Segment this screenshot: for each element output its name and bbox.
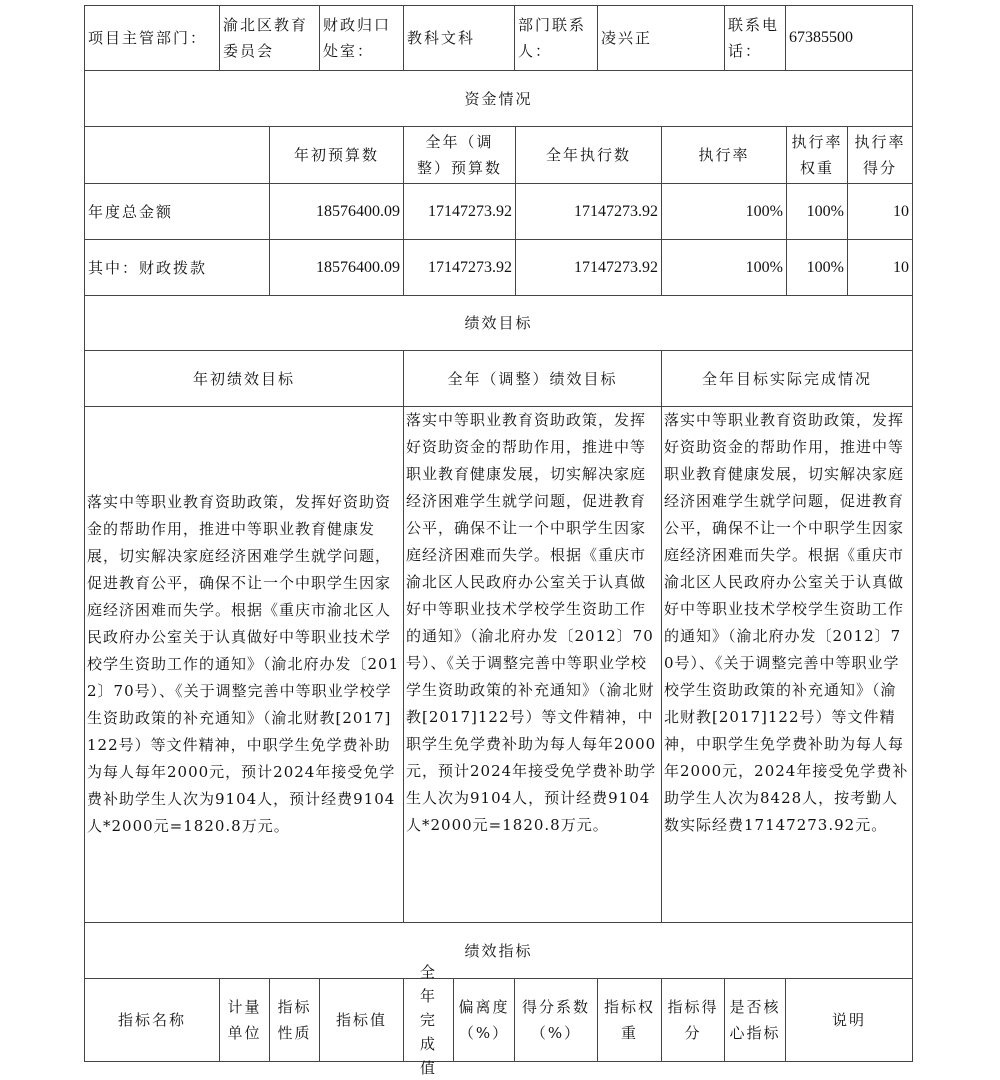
funds-header-4: 执行率 [698,146,750,164]
funds-row-1-initial: 18576400.09 [316,258,400,276]
indicators-header-0: 指标名称 [117,1011,186,1029]
goals-adjusted-paragraph: 落实中等职业教育资助政策，发挥好资助资金的帮助作用，推进中等职业教育健康发展，切实解决家庭经济困难学生就学问题，促进教育公平，确保不让一个中职学生因家庭经济困难而失学。根据《重庆市渝北区人民政府办公室关于认真做好中等职业技术学校学生资助工作的通知》（渝北府办发〔2012〕70号）、《关于调整完善中等职业学校学生资助政策的补充通知》（渝北财教[2017]122号）等文件精神，中职学生免学费补助为每人每年2000元，预计2024年接受免学费补助学生人次为9104人，预计经费9104人*2000元=1820.8万元。 [406,411,657,834]
funds-row-initial-budget [269,239,404,296]
goals-section-title [84,295,913,351]
phone-value-text: 67385500 [789,29,853,46]
funds-row-1-rate: 100% [745,258,783,276]
indicators-header-nature [269,978,320,1062]
indicators-header-weight [597,978,662,1062]
indicators-header-core [724,978,786,1062]
indicators-header-8: 指标得分 [667,998,719,1042]
goals-initial-paragraph: 落实中等职业教育资助政策，发挥好资助资金的帮助作用，推进中等职业教育健康发展，切实解决家庭经济困难学生就学问题，促进教育公平，确保不让一个中职学生因家庭经济困难而失学。根据《重庆市渝北区人民政府办公室关于认真做好中等职业技术学校学生资助工作的通知》（渝北府办发〔2012〕70号）、《关于调整完善中等职业学校学生资助政策的补充通知》（渝北财教[2017]122号）等文件精神，中职学生免学费补助为每人每年2000元，预计2024年接受免学费补助学生人次为9104人，预计经费9104人*2000元=1820.8万元。 [87,493,400,835]
funds-row-0-label: 年度总金额 [88,202,174,221]
phone-value [785,5,913,71]
indicators-header-completed [403,963,454,1077]
dept-label [84,5,220,71]
funds-row-rate [661,183,787,240]
finance-office-value-text: 教科文科 [407,29,476,47]
goals-actual-text [661,406,913,923]
funds-row-0-adjusted: 17147273.92 [428,202,512,220]
indicators-header-1: 计量单位 [227,998,262,1042]
goals-header-initial [84,350,404,407]
funds-header-3: 全年执行数 [545,146,631,164]
dept-label-text: 项目主管部门： [88,29,208,47]
funds-row-0-executed: 17147273.92 [574,202,658,220]
funds-row-initial-budget [269,183,404,240]
funds-header-5: 执行率权重 [791,133,843,177]
goals-initial-text [84,406,404,923]
funds-header-2: 全年（调整）预算数 [416,133,502,177]
funds-row-executed [515,239,662,296]
indicators-header-notes [785,978,913,1062]
indicators-header-unit [219,978,270,1062]
indicators-header-name [84,978,220,1062]
goals-header-1: 全年（调整）绩效目标 [447,369,618,388]
funds-header-score [847,126,913,184]
finance-office-label-text: 财政归口处室： [323,16,392,60]
funds-section-title-text: 资金情况 [464,89,533,108]
funds-header-weight [786,126,848,184]
goals-header-actual [661,350,913,407]
contact-label [514,5,598,71]
funds-header-1: 年初预算数 [293,146,379,164]
funds-row-score [847,183,913,240]
indicators-header-coefficient [514,978,598,1062]
indicators-header-7: 指标权重 [603,998,655,1042]
funds-row-rate [661,239,787,296]
indicators-section-title [84,922,913,979]
indicators-header-5: 偏离度（%） [458,998,510,1042]
funds-row-adjusted-budget [403,183,516,240]
funds-row-adjusted-budget [403,239,516,296]
indicators-header-6: 得分系数（%） [521,998,590,1042]
indicators-header-value [319,978,404,1062]
goals-header-2: 全年目标实际完成情况 [701,369,872,388]
goals-header-0: 年初绩效目标 [192,369,295,388]
phone-label-text: 联系电话： [728,16,780,60]
indicators-header-deviation [453,978,515,1062]
contact-value [597,5,725,71]
funds-row-0-initial: 18576400.09 [316,202,400,220]
funds-row-label [84,239,270,296]
goals-section-title-text: 绩效目标 [464,314,533,332]
contact-value-text: 凌兴正 [601,29,653,47]
funds-section-title [84,70,913,127]
funds-row-score [847,239,913,296]
goals-header-adjusted [403,350,662,407]
funds-row-weight [786,239,848,296]
funds-header-initial-budget [269,126,404,184]
funds-row-1-adjusted: 17147273.92 [428,258,512,276]
funds-row-1-label: 其中：财政拨款 [88,258,208,277]
indicators-header-3: 指标值 [335,1011,387,1029]
funds-header-6: 执行率得分 [854,133,906,177]
funds-row-0-score: 10 [893,202,909,220]
funds-row-weight [786,183,848,240]
funds-row-0-rate: 100% [745,202,783,220]
funds-row-label [84,183,270,240]
funds-header-rate [661,126,787,184]
finance-office-value [403,5,515,71]
phone-label [724,5,786,71]
funds-header-adjusted-budget [403,126,516,184]
contact-label-text: 部门联系人： [518,16,587,60]
indicators-header-10: 说明 [831,1011,866,1029]
dept-value [219,5,320,71]
dept-value-text: 渝北区教育委员会 [223,16,309,60]
funds-row-0-weight: 100% [806,202,844,220]
funds-row-1-score: 10 [893,258,909,276]
funds-header-blank [84,126,270,184]
funds-row-1-executed: 17147273.92 [574,258,658,276]
funds-row-executed [515,183,662,240]
indicators-header-4: 全年完成值 [419,963,437,1077]
indicators-header-2: 指标性质 [277,998,312,1042]
goals-actual-paragraph: 落实中等职业教育资助政策，发挥好资助资金的帮助作用，推进中等职业教育健康发展，切实解决家庭经济困难学生就学问题，促进教育公平，确保不让一个中职学生因家庭经济困难而失学。根据《重庆市渝北区人民政府办公室关于认真做好中等职业技术学校学生资助工作的通知》（渝北府办发〔2012〕70号）、《关于调整完善中等职业学校学生资助政策的补充通知》（渝北财教[2017]122号）等文件精神，中职学生免学费补助为每人每年2000元，2024年接受免学费补助学生人次为8428人，按考勤人数实际经费17147273.92元。 [664,411,909,834]
funds-row-1-weight: 100% [806,258,844,276]
funds-header-executed [515,126,662,184]
finance-office-label [319,5,404,71]
indicators-header-score [661,978,725,1062]
goals-adjusted-text [403,406,662,923]
indicators-header-9: 是否核心指标 [729,998,781,1042]
indicators-section-title-text: 绩效指标 [464,941,533,960]
